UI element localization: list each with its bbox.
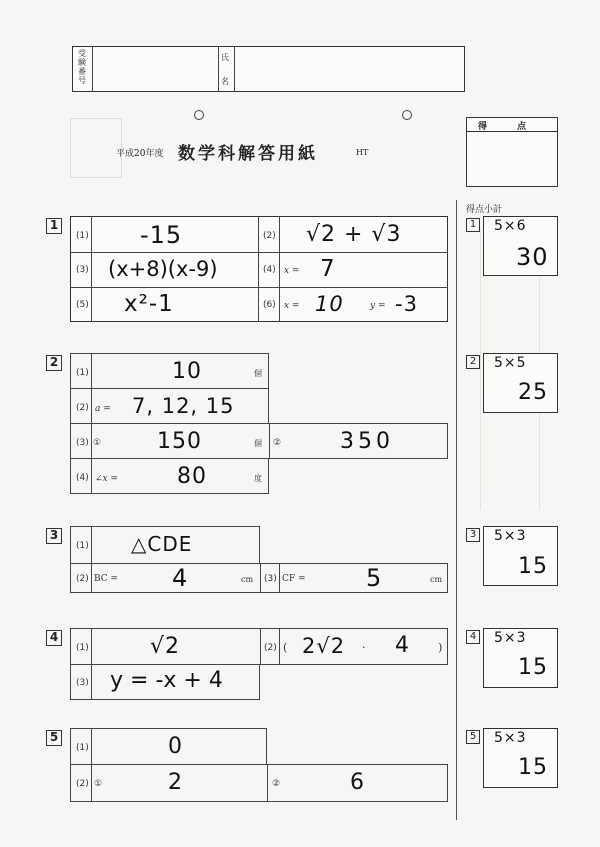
subtotal-number: 3 [466, 528, 480, 542]
q1-2-label: (2) [263, 231, 276, 241]
question-number: 4 [46, 630, 62, 646]
q2-1-answer[interactable]: 10 [172, 359, 202, 384]
q2-4-unit: 度 [254, 474, 262, 483]
subtotal-number: 4 [466, 630, 480, 644]
divider [260, 563, 261, 593]
q1-6-answer-x[interactable]: 10 [315, 292, 344, 316]
divider [267, 764, 268, 802]
exam-number-field[interactable] [93, 47, 217, 91]
q4-2-answer-2[interactable]: 4 [395, 633, 410, 658]
q5-2-answer-2[interactable]: 6 [350, 770, 365, 795]
q4-2-label: (2) [264, 643, 277, 653]
q2-3-sub2: ② [273, 438, 282, 448]
divider [260, 628, 261, 665]
divider [91, 526, 92, 593]
q4-3-answer[interactable]: y = -x + 4 [110, 668, 223, 693]
q1-4-answer[interactable]: 7 [320, 256, 336, 282]
subtotal-number: 5 [466, 730, 480, 744]
q5-2-answer-1[interactable]: 2 [168, 770, 183, 795]
subtotal-score[interactable]: 25 [518, 380, 548, 405]
subtotal-formula: 5×6 [494, 218, 527, 234]
q4-3-label: (3) [76, 678, 89, 688]
subtotal-number: 1 [466, 218, 480, 232]
q3-2-unit: cm [241, 575, 254, 584]
q2-3-answer-2[interactable]: 350 [340, 429, 394, 454]
question-number: 5 [46, 730, 62, 746]
q3-3-unit: cm [430, 575, 443, 584]
q1-2-answer[interactable]: √2 + √3 [306, 222, 402, 247]
q2-1-unit: 個 [254, 369, 262, 378]
q5-2-label: (2) [76, 779, 89, 789]
divider [269, 423, 270, 459]
q4-1-answer[interactable]: √2 [150, 634, 181, 659]
question-number: 2 [46, 355, 62, 371]
q1-5-label: (5) [76, 300, 89, 310]
q1-4-label: (4) [263, 265, 276, 275]
q3-2-label: (2) [76, 574, 89, 584]
name-label: 氏 [221, 53, 229, 62]
divider [279, 563, 280, 593]
q2-2-prefix: a = [95, 404, 111, 414]
q2-4-answer[interactable]: 80 [177, 464, 207, 489]
divider [258, 216, 259, 322]
q1-1-answer[interactable]: -15 [140, 221, 183, 249]
subtotal-formula: 5×3 [494, 528, 527, 544]
q1-6-answer-y[interactable]: -3 [395, 292, 418, 316]
q3-1-label: (1) [76, 541, 89, 551]
q5-1-answer[interactable]: 0 [168, 734, 183, 759]
q5-2-sub1: ① [94, 779, 103, 789]
q2-row1 [70, 353, 269, 389]
q4-1-label: (1) [76, 643, 89, 653]
subtotal-label: 得点小計 [466, 205, 503, 215]
q3-2-prefix: BC = [94, 574, 119, 584]
q4-2-answer-1[interactable]: 2√2 [302, 634, 346, 658]
subtotal-score[interactable]: 15 [518, 755, 548, 780]
name-field[interactable] [235, 47, 464, 91]
q1-3-label: (3) [76, 265, 89, 275]
q2-1-label: (1) [76, 368, 89, 378]
name-label: 名 [221, 77, 229, 86]
q3-3-answer[interactable]: 5 [366, 564, 383, 592]
q1-3-answer[interactable]: (x+8)(x-9) [108, 257, 218, 281]
q3-row2 [70, 563, 448, 593]
q1-1-label: (1) [76, 231, 89, 241]
q5-1-label: (1) [76, 743, 89, 753]
question-number: 1 [46, 218, 62, 234]
subtotal-formula: 5×5 [494, 355, 527, 371]
score-label: 得 点 [478, 122, 531, 132]
divider [279, 216, 280, 322]
page-title: 数学科解答用紙 [178, 144, 318, 164]
q4-row1 [70, 628, 448, 665]
question-number: 3 [46, 528, 62, 544]
q4-2-close: ) [438, 641, 443, 654]
q5-row2 [70, 764, 448, 802]
subtotal-score[interactable]: 30 [516, 243, 549, 271]
row-divider [70, 252, 448, 253]
column-divider [456, 200, 457, 820]
q2-2-label: (2) [76, 403, 89, 413]
q1-6-prefix-x: x = [284, 301, 300, 311]
punch-hole-mark [402, 110, 412, 120]
q2-3-label: (3) [76, 438, 89, 448]
q2-4-prefix: ∠x = [95, 474, 119, 484]
subtotal-score[interactable]: 15 [518, 655, 548, 680]
divider [91, 728, 92, 802]
q1-6-prefix-y: y = [370, 301, 386, 311]
q1-6-label: (6) [263, 300, 276, 310]
subtotal-number: 2 [466, 355, 480, 369]
q3-1-answer[interactable]: △CDE [131, 532, 193, 556]
q1-5-answer[interactable]: x²-1 [124, 291, 174, 317]
q4-2-open: ( [283, 641, 288, 654]
row-divider [70, 287, 448, 288]
q5-2-sub2: ② [272, 779, 281, 789]
q2-2-answer[interactable]: 7, 12, 15 [132, 394, 235, 418]
punch-hole-mark [194, 110, 204, 120]
q4-2-sep: · [362, 641, 366, 654]
exam-year: 平成20年度 [116, 149, 164, 159]
divider [91, 628, 92, 700]
divider [91, 353, 92, 494]
q2-4-label: (4) [76, 473, 89, 483]
q2-3-answer-1[interactable]: 150 [157, 429, 202, 454]
q1-4-prefix: x = [284, 266, 300, 276]
divider [91, 216, 92, 322]
subtotal-formula: 5×3 [494, 730, 527, 746]
q3-3-prefix: CF = [282, 574, 306, 584]
subtotal-formula: 5×3 [494, 630, 527, 646]
exam-code: HT [356, 148, 369, 157]
divider [218, 46, 219, 92]
q2-3-sub1: ① [93, 438, 102, 448]
divider [279, 628, 280, 665]
q2-3-unit-1: 個 [254, 439, 262, 448]
q3-2-answer[interactable]: 4 [172, 564, 189, 592]
exam-number-label: 受験番号 [78, 49, 86, 85]
bleed-through-score [70, 118, 122, 178]
subtotal-score[interactable]: 15 [518, 554, 548, 579]
q3-3-label: (3) [264, 574, 277, 584]
